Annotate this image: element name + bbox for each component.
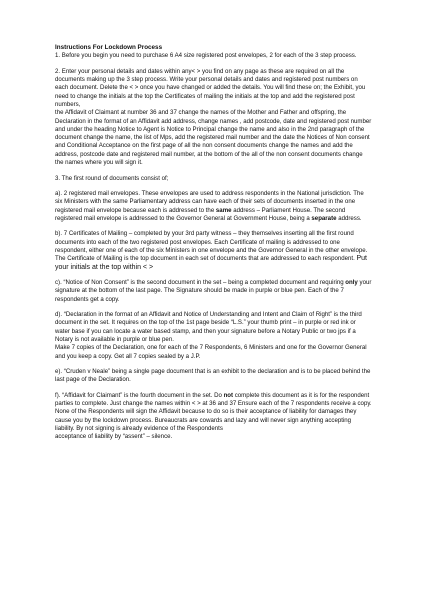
paragraph-f (55, 392, 372, 433)
paragraph-a-text-2: address – Parliament House. The second registered mail envelope is addressed to the Governor General at Government House, being a (55, 206, 346, 222)
paragraph-2b: the Affidavit of Claimant at number 36 and 37 change the names of the Mother and Father and offspring, the Declaration in the format of an Affidavit add address, change names , add postcode, date and registered post number and under the heading Notice to Agent is Notice to Principal change the name and also in the 2nd paragraph of the document change the name, the list of Mps, add the registered mail number and the date the Notices of Non consent and Conditional Acceptance on the first page of all the non consent documents change the names and add the address, postcode date and registered mail number, at the bottom of the all of the non consent documents change the names where you will sign it. (55, 109, 372, 167)
paragraph-f-text-1: f). “Affidavit for Claimant” is the fourth document in the set. Do (55, 391, 224, 399)
paragraph-a-text-1: a). 2 registered mail envelopes. These envelopes are used to address respondents in the National jurisdiction. The six Ministers with the same Parliamentary address can have each of their sets of documents inserted in the one registered mail envelope because each is addressed to the (55, 190, 364, 214)
paragraph-f-end: acceptance of liability by “assent” – silence. (55, 433, 173, 441)
paragraph-f-text-2: complete this document as it is for the respondent parties to complete. Just change the names within < > at 36 and 37 Ensure each of the 7 respondents receive a copy. None of the Respondents will sign the Affidavit because to do so is their acceptance of liability for damages they cause you by the lockdown process. Bureaucrats are cowards and lazy and will never sign anything accepting liability. By not signing is already evidence of the Respondents (55, 391, 372, 433)
paragraph-c-text-2: your signature at the bottom of the last page. The Signature should be made in purple or blue pen. Each of the 7 respondents get a copy. (55, 279, 372, 303)
paragraph-1: 1. Before you begin you need to purchase 6 A4 size registered post envelopes, 2 for each of the 3 step process. (55, 52, 357, 60)
paragraph-d-copies: Make 7 copies of the Declaration, one for each of the 7 Respondents, 6 Ministers and one for the Governor General and you keep a copy. Get all 7 copies sealed by a J.P. (55, 344, 367, 360)
paragraph-3: 3. The first round of documents consist of; (55, 174, 169, 182)
paragraph-b-initials-note: Put your initials at the top within < > (55, 255, 367, 271)
paragraph-2a: 2. Enter your personal details and dates within any< > you find on any page as these are required on all the documents making up the 3 step process. Write your personal details and dates and registered post numbers on each document. Delete the < > once you have changed or added the details. You will find these on; the Exhibit, you need to change the initials at the top the Certificates of mailing the initials at the top and add the registered post numbers, (55, 67, 366, 108)
paragraph-b (55, 230, 372, 271)
paragraph-c (55, 279, 372, 304)
paragraph-d: d). “Declaration in the format of an Affidavit and Notice of Understanding and Intent and Claim of Right” is the third document in the set. It requires on the top of the 1st page beside “L.S.” your thumb print – in purple or red ink or water base if you can locate a water based stamp, and then your signature before a Notary Public or two jps if a Notary is not available in purple or blue pen. (55, 311, 362, 344)
paragraph-c-bold: only (345, 279, 358, 287)
paragraph-a-bold-1: same (215, 206, 232, 214)
paragraph-a (55, 190, 372, 223)
paragraph-a-text-3: address. (336, 214, 362, 222)
document-title: Instructions For Lockdown Process (55, 44, 163, 51)
paragraph-f-bold: not (223, 391, 234, 399)
paragraph-c-text-1: c). “Notice of Non Consent” is the second document in the set – being a completed document and requiring (55, 279, 346, 287)
paragraph-b-text: b). 7 Certificates of Mailing – completed by your 3rd party witness – they themselves inserting all the first round documents into each of the two registered post envelopes. Each Certificate of mailing is addressed to one respondent, either one of each of the six Ministers in one envelope and the Governor General in the other envelope. The Certificate of Mailing is the top document in each set of documents that are addressed to each respondent. (55, 230, 368, 263)
paragraph-e: e). “Cruden v Neale” being a single page document that is an exhibit to the declaration and is to be placed behind the last page of the Declaration. (55, 368, 371, 384)
paragraph-a-bold-2: separate (311, 214, 337, 222)
